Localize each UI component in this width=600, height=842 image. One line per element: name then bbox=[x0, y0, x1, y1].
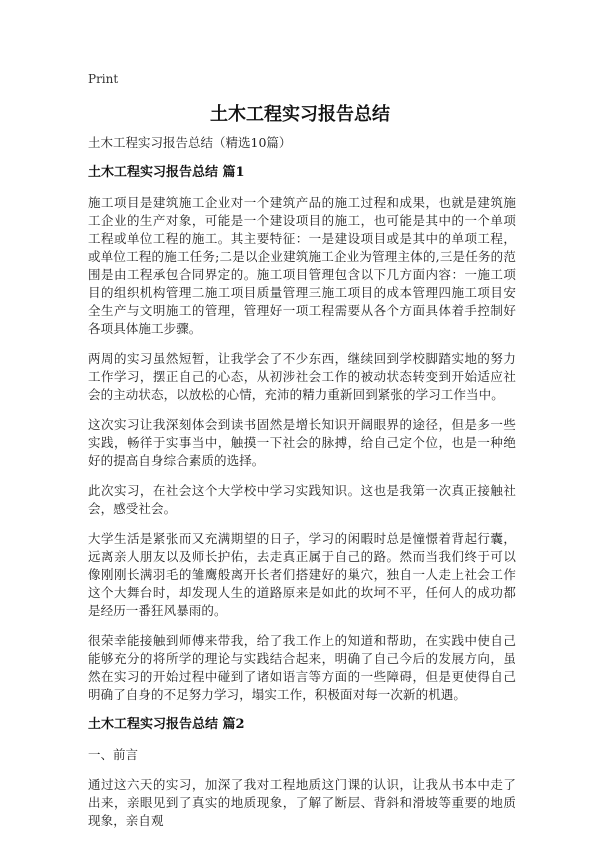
section-heading: 土木工程实习报告总结 篇1 bbox=[88, 165, 245, 180]
paragraph: 此次实习，在社会这个大学校中学习实践知识。这也是我第一次真正接触社会，感受社会。 bbox=[88, 483, 516, 516]
paragraph: 大学生活是紧张而又充满期望的日子，学习的闲暇时总是憧憬着背起行囊，远离亲人朋友以及师长护佑，去走真正属于自己的路。然而当我们终于可以像刚刚长满羽毛的雏鹰般离开长者们搭建好的巢穴，独自一人走上社会工作这个大舞台时，却发现人生的道路原来是如此的坎坷不平，任何人的成功都是经历一番狂风暴雨的。 bbox=[88, 531, 516, 618]
paragraph: 很荣幸能接触到师傅来带我，给了我工作上的知道和帮助，在实践中使自己能够充分的将所学的理论与实践结合起来，明确了自己今后的发展方向，虽然在实习的开始过程中碰到了诸如语言等方面的一些障碍，但是更使得自己明确了自身的不足努力学习，塌实工作，积极面对每一次新的机遇。 bbox=[88, 633, 516, 702]
document-subtitle: 土木工程实习报告总结（精选10篇） bbox=[88, 135, 292, 150]
paragraph: 这次实习让我深刻体会到读书固然是增长知识开阔眼界的途径，但是多一些实践，畅徉于实事当中，触摸一下社会的脉搏，给自己定个位，也是一种绝好的提高自身综合素质的选择。 bbox=[88, 417, 516, 468]
document-body bbox=[88, 134, 516, 842]
page-title: 土木工程实习报告总结 bbox=[210, 104, 390, 125]
section-heading: 土木工程实习报告总结 篇2 bbox=[88, 717, 245, 732]
print-link[interactable]: Print bbox=[88, 72, 119, 86]
paragraph: 通过这六天的实习，加深了我对工程地质这门课的认识，让我从书本中走了出来，亲眼见到了真实的地质现象，了解了断层、背斜和滑坡等重要的地质现象，亲自观 bbox=[88, 777, 516, 828]
paragraph: 施工项目是建筑施工企业对一个建筑产品的施工过程和成果，也就是建筑施工企业的生产对象，可能是一个建设项目的施工，也可能是其中的一个单项工程或单位工程的施工。其主要特征：一是建设项目或是其中的单项工程，或单位工程的施工任务;二是以企业建筑施工企业为管理主体的,三是任务的范围是由工程承包合同界定的。施工项目管理包含以下几方面内容：一施工项目的组织机构管理二施工项目质量管理三施工项目的成本管理四施工项目安全生产与文明施工的管理，管理好一项工程需要从各个方面具体着手控制好各项具体施工步骤。 bbox=[88, 195, 516, 336]
subsection-label: 一、前言 bbox=[88, 747, 139, 762]
paragraph: 两周的实习虽然短暂，让我学会了不少东西，继续回到学校脚踏实地的努力工作学习，摆正自己的心态，从初涉社会工作的被动状态转变到开始适应社会的主动状态，以放松的心情，充沛的精力重新回到紧张的学习工作当中。 bbox=[88, 351, 516, 402]
